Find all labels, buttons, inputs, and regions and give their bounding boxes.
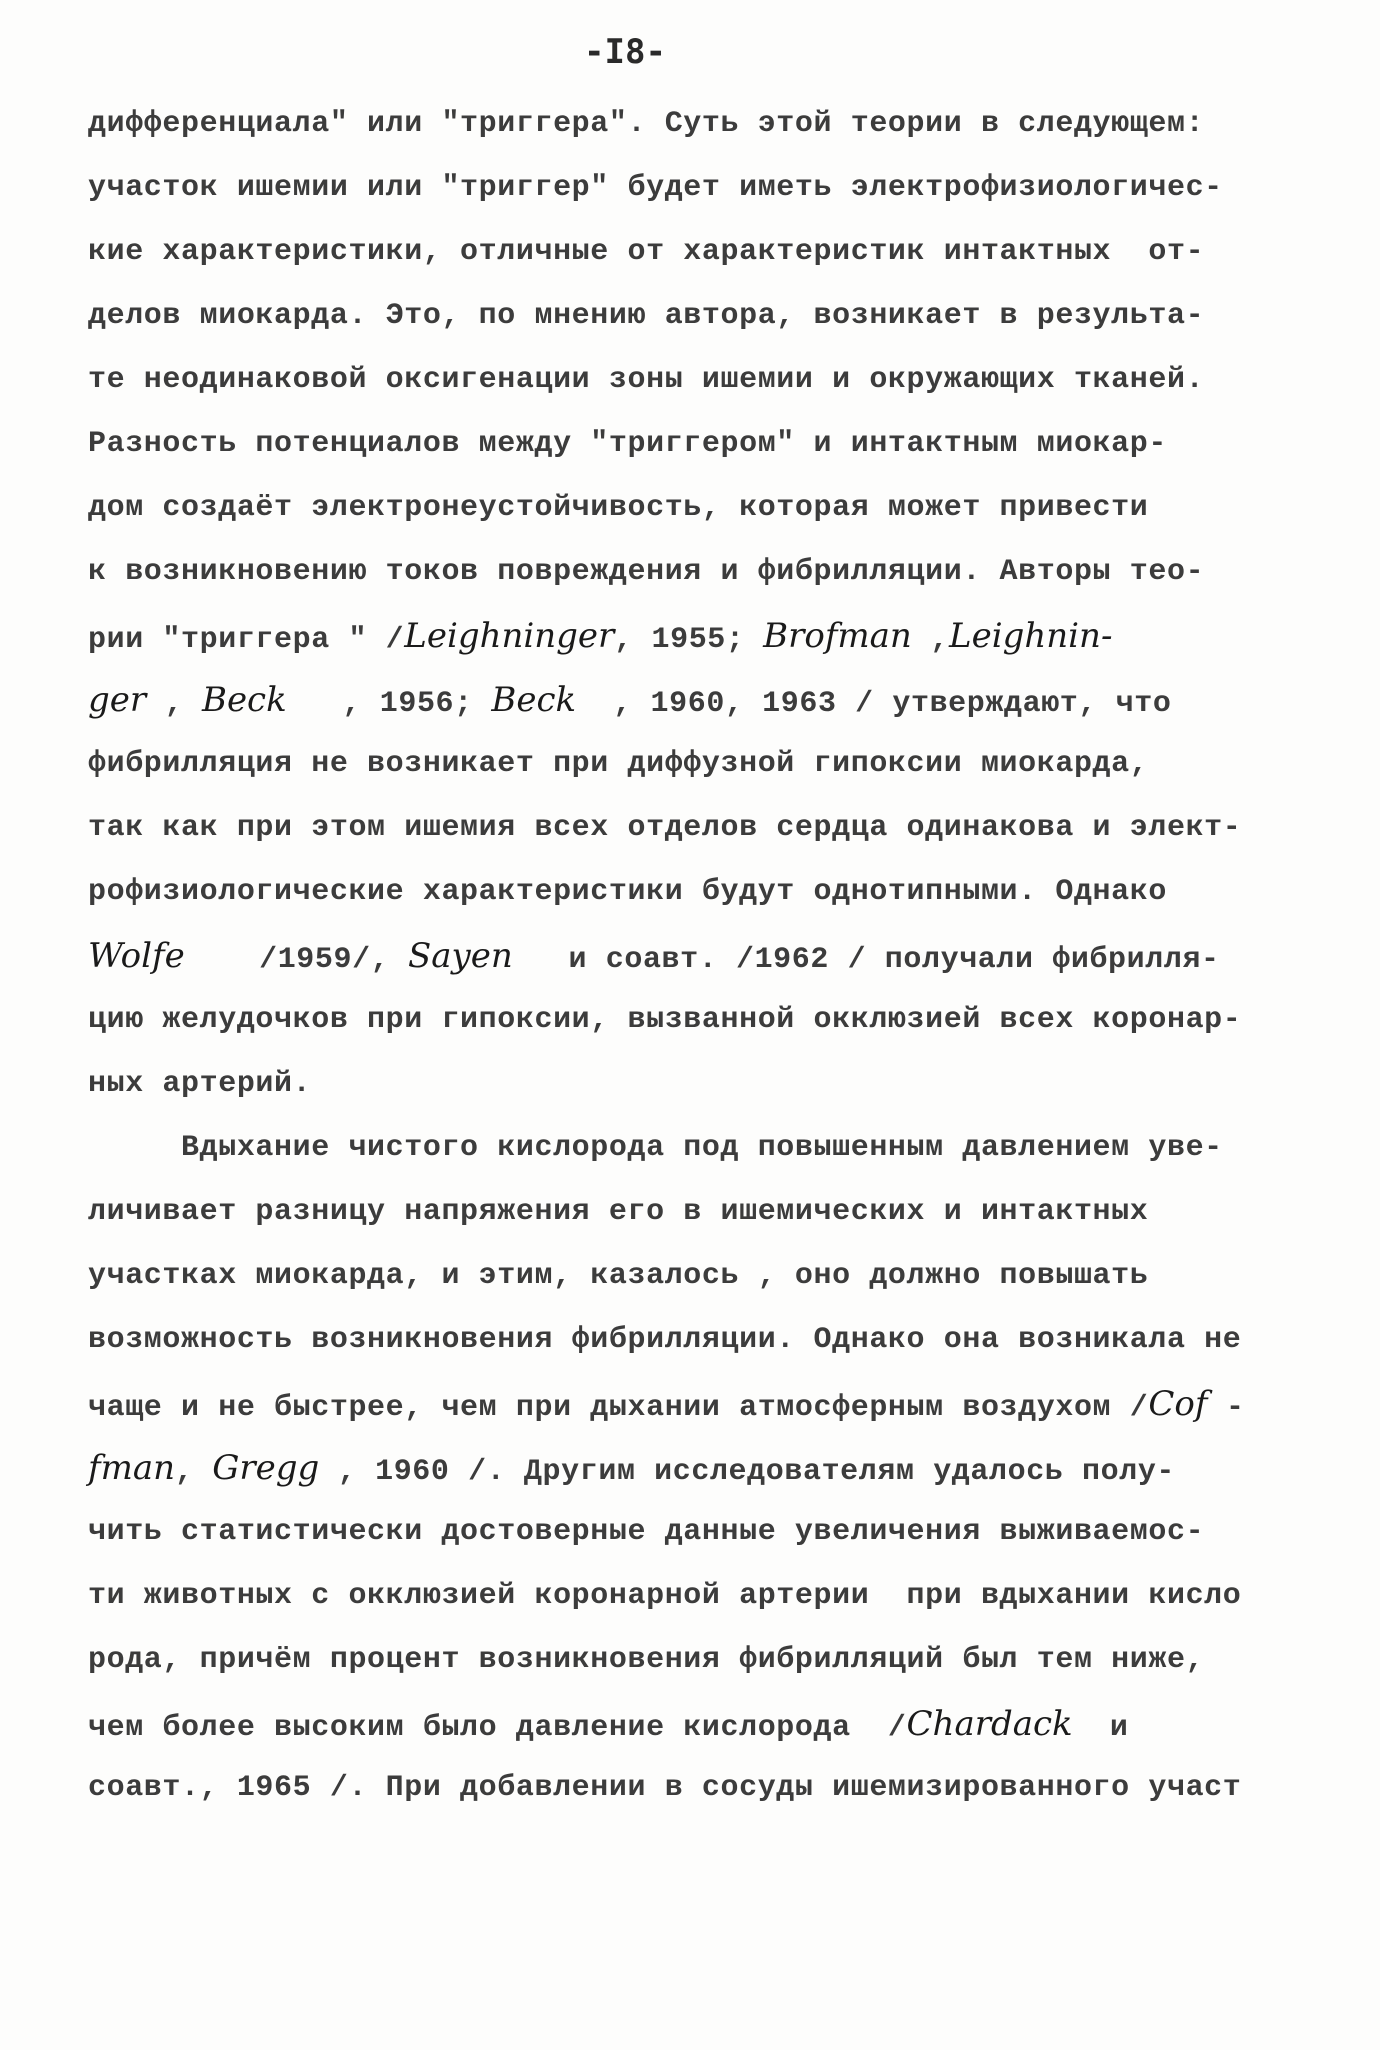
typed-text: /1959/,	[184, 943, 408, 977]
typed-text: рода, причём процент возникновения фибрилляций был тем ниже,	[88, 1643, 1205, 1677]
text-line	[88, 1052, 1308, 1116]
text-line	[88, 988, 1308, 1052]
text-line	[88, 604, 1308, 668]
text-line	[88, 1564, 1308, 1628]
handwritten-citation: Beck	[491, 680, 577, 720]
handwritten-citation: Leighninger	[404, 616, 615, 656]
typed-text: и	[1072, 1711, 1129, 1745]
typed-text: Разность потенциалов между "триггером" и интактным миокар-	[88, 427, 1167, 461]
typed-text: личивает разницу напряжения его в ишемических и интактных	[88, 1195, 1149, 1229]
text-line	[88, 1692, 1308, 1756]
typed-text: дом создаёт электронеустойчивость, которая может привести	[88, 491, 1149, 525]
text-line	[88, 732, 1308, 796]
typed-text: Вдыхание чистого кислорода под повышенным давлением уве-	[88, 1131, 1223, 1165]
typed-text: чить статистически достоверные данные увеличения выживаемос-	[88, 1515, 1205, 1549]
text-line	[88, 540, 1308, 604]
typed-text: и соавт. /1962 / получали фибрилля-	[512, 943, 1220, 977]
typed-text: соавт., 1965 /. При добавлении в сосуды ишемизированного участ	[88, 1771, 1242, 1805]
typed-text: участках миокарда, и этим, казалось , оно должно повышать	[88, 1259, 1149, 1293]
typed-text: ,	[911, 623, 950, 657]
typed-text: чем более высоким было давление кислорода /	[88, 1711, 907, 1745]
page-number: -I8-	[584, 32, 666, 72]
text-line	[88, 1116, 1308, 1180]
typed-text: ,	[146, 687, 202, 721]
text-line	[88, 668, 1308, 732]
handwritten-citation: Sayen	[407, 936, 513, 976]
handwritten-citation: fman	[88, 1448, 175, 1488]
typed-text: к возникновению токов повреждения и фибрилляции. Авторы тео-	[88, 555, 1205, 589]
text-line	[88, 92, 1308, 156]
text-line	[88, 1308, 1308, 1372]
typed-text: , 1960 /. Другим исследователям удалось полу-	[319, 1455, 1176, 1489]
text-line	[88, 860, 1308, 924]
text-line	[88, 1500, 1308, 1564]
typed-text: -	[1207, 1391, 1245, 1425]
typed-text: возможность возникновения фибрилляции. Однако она возникала не	[88, 1323, 1242, 1357]
handwritten-citation: Chardack	[906, 1704, 1073, 1744]
typed-text: ных артерий.	[88, 1067, 312, 1101]
typed-text: дифференциала" или "триггера". Суть этой теории в следующем:	[88, 107, 1205, 141]
text-line	[88, 924, 1308, 988]
text-line	[88, 412, 1308, 476]
handwritten-citation: Gregg	[212, 1448, 320, 1488]
typed-text: так как при этом ишемия всех отделов сердца одинакова и элект-	[88, 811, 1242, 845]
text-line	[88, 1756, 1308, 1820]
text-line	[88, 1372, 1308, 1436]
typed-text: цию желудочков при гипоксии, вызванной окклюзией всех коронар-	[88, 1003, 1242, 1037]
handwritten-citation: Leighnin-	[949, 616, 1113, 656]
handwritten-citation: Beck	[201, 680, 287, 720]
handwritten-citation: Cof	[1148, 1384, 1208, 1424]
text-line	[88, 156, 1308, 220]
typed-text: , 1955;	[614, 623, 764, 657]
text-line	[88, 796, 1308, 860]
typed-text: те неодинаковой оксигенации зоны ишемии и окружающих тканей.	[88, 363, 1205, 397]
typed-text: фибрилляция не возникает при диффузной гипоксии миокарда,	[88, 747, 1149, 781]
text-line	[88, 284, 1308, 348]
typed-text: кие характеристики, отличные от характеристик интактных от-	[88, 235, 1205, 269]
typed-text: рии "триггера " /	[88, 623, 405, 657]
typed-text: чаще и не быстрее, чем при дыхании атмосферным воздухом /	[88, 1391, 1149, 1425]
typed-text: , 1956;	[286, 687, 492, 721]
text-line	[88, 1436, 1308, 1500]
text-line	[88, 1180, 1308, 1244]
text-line	[88, 476, 1308, 540]
typed-text: ,	[175, 1455, 213, 1489]
text-line	[88, 1628, 1308, 1692]
typed-text: , 1960, 1963 / утверждают, что	[576, 687, 1172, 721]
handwritten-citation: Brofman	[763, 616, 912, 656]
handwritten-citation: ger	[88, 680, 147, 720]
handwritten-citation: Wolfe	[88, 936, 185, 976]
text-line	[88, 1244, 1308, 1308]
body-text	[88, 92, 1308, 1820]
text-line	[88, 220, 1308, 284]
typed-text: ти животных с окклюзией коронарной артерии при вдыхании кисло	[88, 1579, 1242, 1613]
typed-text: рофизиологические характеристики будут однотипными. Однако	[88, 875, 1167, 909]
typed-text: делов миокарда. Это, по мнению автора, возникает в результа-	[88, 299, 1205, 333]
text-line	[88, 348, 1308, 412]
typed-text: участок ишемии или "триггер" будет иметь электрофизиологичес-	[88, 171, 1223, 205]
